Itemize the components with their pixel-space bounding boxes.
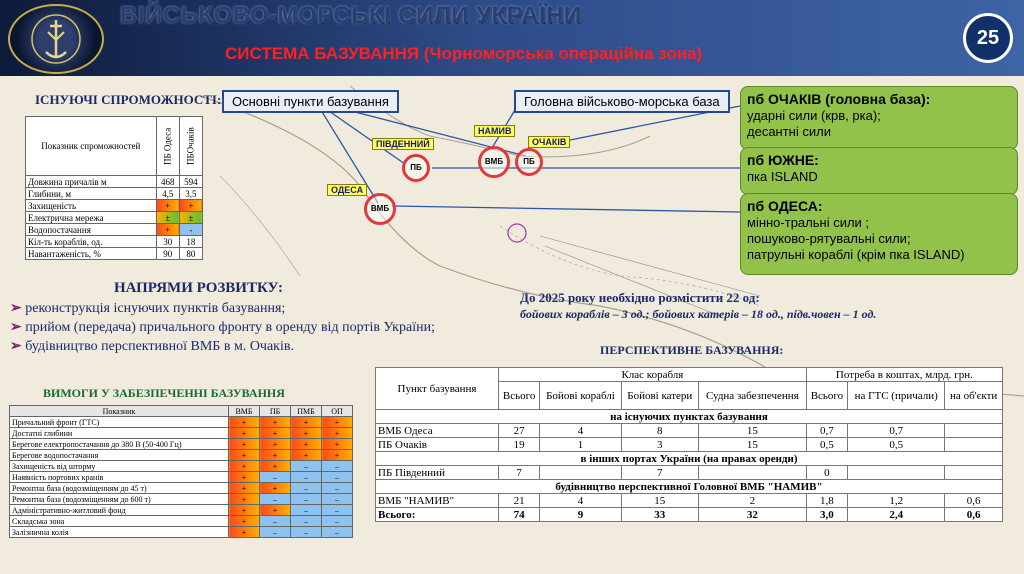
table-header-cell: Потреба в коштах, млрд. грн.	[806, 368, 1002, 382]
prospect-heading: ПЕРСПЕКТИВНЕ БАЗУВАННЯ:	[600, 343, 784, 357]
info-box-line: пка ISLAND	[747, 169, 818, 184]
info-box-line: ударні сили (крв, рка);	[747, 108, 881, 123]
table-cell: 1,8	[806, 494, 847, 508]
table-cell: Берегове водопостачання	[10, 450, 229, 461]
table-row	[10, 483, 353, 494]
table-header-cell: ПБ	[260, 406, 291, 417]
table-cell: 1	[540, 438, 621, 452]
list-item	[10, 337, 520, 356]
table-cell: Електрична мережа	[26, 212, 157, 224]
prospect-table	[375, 367, 1003, 522]
table-header-cell: ВМБ	[229, 406, 260, 417]
table-cell: 0	[806, 466, 847, 480]
table-cell: ±	[156, 212, 179, 224]
table-cell: –	[291, 483, 322, 494]
table-cell: Довжина причалів м	[26, 176, 157, 188]
table-cell: +	[322, 417, 353, 428]
table-cell: 468	[156, 176, 179, 188]
table-cell: +	[291, 450, 322, 461]
table-cell: +	[229, 527, 260, 538]
table-cell: Навантаженість, %	[26, 248, 157, 260]
table-cell: –	[322, 494, 353, 505]
page-subtitle: СИСТЕМА БАЗУВАННЯ (Чорноморська операційна зона)	[225, 44, 703, 63]
table-cell: +	[229, 483, 260, 494]
table-cell: +	[179, 200, 202, 212]
table-cell	[945, 438, 1003, 452]
bullet-arrow-icon: ➢	[10, 301, 26, 316]
table-header-cell: Бойові кораблі	[540, 382, 621, 410]
table-header-cell: ПБОчаків	[179, 117, 202, 176]
map-marker-pb-ochakiv: ПБ	[515, 148, 543, 176]
list-item	[10, 299, 520, 318]
map-marker-vmb-odesa: ВМБ	[364, 193, 396, 225]
table-cell: 3	[621, 438, 698, 452]
table-cell: +	[229, 516, 260, 527]
info-box-odesa-title: пб ОДЕСА:	[747, 198, 823, 214]
table-cell: 15	[698, 438, 806, 452]
table-row	[376, 466, 1003, 480]
table-cell: –	[322, 472, 353, 483]
plan-2025-line2: бойових кораблів – 3 од.; бойових катерів – 18 од., підв.човен – 1 од.	[520, 307, 877, 321]
info-box-yuzhne-title: пб ЮЖНЕ:	[747, 152, 819, 168]
table-cell: 74	[499, 508, 540, 522]
table-cell: +	[229, 417, 260, 428]
table-cell: Кіл-ть кораблів, од.	[26, 236, 157, 248]
table-row	[10, 494, 353, 505]
table-total-row	[376, 508, 1003, 522]
table-cell	[848, 466, 945, 480]
table-cell: –	[260, 472, 291, 483]
table-cell: –	[322, 483, 353, 494]
table-row	[10, 505, 353, 516]
table-cell: +	[229, 439, 260, 450]
table-row	[10, 439, 353, 450]
table-cell: 1,2	[848, 494, 945, 508]
table-section-row	[376, 480, 1003, 494]
table-header-cell: на ГТС (причали)	[848, 382, 945, 410]
map-tag-namiv: НАМИВ	[474, 125, 515, 137]
table-cell: +	[260, 483, 291, 494]
table-cell: +	[229, 450, 260, 461]
table-header-cell: Всього	[806, 382, 847, 410]
table-cell: 15	[621, 494, 698, 508]
table-cell: ПБ Очаків	[376, 438, 499, 452]
table-row	[10, 472, 353, 483]
bullet-arrow-icon: ➢	[10, 320, 26, 335]
table-header-cell: Показник	[10, 406, 229, 417]
table-cell: +	[291, 439, 322, 450]
navy-emblem-icon	[8, 4, 104, 74]
table-cell: ВМБ Одеса	[376, 424, 499, 438]
table-cell: +	[156, 224, 179, 236]
table-row	[26, 224, 203, 236]
table-cell: –	[260, 494, 291, 505]
table-cell: 0,5	[848, 438, 945, 452]
table-row	[376, 424, 1003, 438]
table-header-cell: Судна забезпечення	[698, 382, 806, 410]
table-cell: Захищеність від шторму	[10, 461, 229, 472]
legend-main-naval-base: Головна військово-морська база	[514, 90, 730, 113]
table-row	[26, 236, 203, 248]
table-cell: +	[260, 439, 291, 450]
info-box-line: десантні сили	[747, 124, 831, 139]
map-marker-pb-pivdennyi: ПБ	[402, 154, 430, 182]
table-header-cell: Всього	[499, 382, 540, 410]
table-cell: –	[322, 527, 353, 538]
table-cell: 0,7	[848, 424, 945, 438]
list-item	[10, 318, 520, 337]
table-cell: +	[260, 450, 291, 461]
table-row	[10, 516, 353, 527]
table-row	[376, 438, 1003, 452]
table-cell: –	[291, 472, 322, 483]
table-cell: +	[229, 494, 260, 505]
table-cell: +	[322, 439, 353, 450]
table-cell: 0,7	[806, 424, 847, 438]
table-header-cell: Бойові катери	[621, 382, 698, 410]
table-cell	[698, 466, 806, 480]
requirements-rows	[10, 417, 353, 538]
map-tag-ochakiv: ОЧАКІВ	[528, 136, 570, 148]
directions-heading: НАПРЯМИ РОЗВИТКУ:	[114, 280, 283, 296]
table-cell: 32	[698, 508, 806, 522]
table-row	[10, 461, 353, 472]
map-tag-odesa: ОДЕСА	[327, 184, 367, 196]
table-cell: –	[322, 461, 353, 472]
table-header-cell: Клас корабля	[499, 368, 807, 382]
requirements-heading: ВИМОГИ У ЗАБЕЗПЕЧЕННІ БАЗУВАННЯ	[43, 386, 285, 400]
page-title: ВІЙСЬКОВО-МОРСЬКІ СИЛИ УКРАЇНИ	[120, 2, 582, 29]
table-row	[26, 248, 203, 260]
table-cell: +	[156, 200, 179, 212]
table-row	[10, 527, 353, 538]
requirements-table	[9, 405, 353, 538]
table-cell: Наявність портових кранів	[10, 472, 229, 483]
header-bar	[0, 0, 1024, 76]
table-cell: –	[260, 527, 291, 538]
table-cell: 594	[179, 176, 202, 188]
info-box-line: патрульні кораблі (крім пка ISLAND)	[747, 247, 965, 262]
table-cell: –	[322, 505, 353, 516]
table-cell: +	[322, 428, 353, 439]
table-cell: +	[229, 428, 260, 439]
table-cell: -	[179, 224, 202, 236]
table-section-row	[376, 410, 1003, 424]
table-row	[26, 176, 203, 188]
table-cell: 4	[540, 494, 621, 508]
table-cell: Ремонтна база (водозміщенням до 45 т)	[10, 483, 229, 494]
table-row	[10, 417, 353, 428]
table-cell: Ремонтна база (водозміщенням до 600 т)	[10, 494, 229, 505]
table-cell: 33	[621, 508, 698, 522]
table-cell: –	[291, 505, 322, 516]
table-section-title: будівництво перспективної Головної ВМБ "НАМИВ"	[376, 480, 1003, 494]
table-cell: –	[291, 461, 322, 472]
map-marker-vmb-namiv: ВМБ	[478, 146, 510, 178]
table-cell: 80	[179, 248, 202, 260]
table-cell: 2,4	[848, 508, 945, 522]
table-header-cell: ПМБ	[291, 406, 322, 417]
table-cell: +	[229, 505, 260, 516]
table-cell: Водопостачання	[26, 224, 157, 236]
table-cell: Захищеність	[26, 200, 157, 212]
existing-capabilities-table	[25, 116, 203, 260]
table-cell: +	[229, 472, 260, 483]
table-cell: 30	[156, 236, 179, 248]
table-row	[26, 188, 203, 200]
table-header-cell: ОП	[322, 406, 353, 417]
table-cell: Берегове електропостачання до 380 В (50-400 Гц)	[10, 439, 229, 450]
prospect-rows	[376, 410, 1003, 522]
table-cell: 90	[156, 248, 179, 260]
table-header-cell: Пункт базування	[376, 368, 499, 410]
table-cell: –	[291, 527, 322, 538]
table-cell: –	[260, 516, 291, 527]
table-row	[10, 450, 353, 461]
table-cell: 7	[621, 466, 698, 480]
table-cell: Адміністративно-житловий фонд	[10, 505, 229, 516]
table-cell: –	[291, 494, 322, 505]
table-cell: 3,5	[179, 188, 202, 200]
table-cell: Причальний фронт (ГТС)	[10, 417, 229, 428]
page-number: 25	[963, 13, 1013, 63]
info-box-line: пошуково-рятувальні сили;	[747, 231, 911, 246]
table-cell: 7	[499, 466, 540, 480]
info-box-yuzhne	[740, 147, 1018, 195]
table-row	[26, 200, 203, 212]
table-cell: 0,6	[945, 508, 1003, 522]
list-item-text: будівництво перспективної ВМБ в м. Очаків.	[25, 339, 294, 354]
table-cell: Всього:	[376, 508, 499, 522]
table-section-row	[376, 452, 1003, 466]
legend-main-points: Основні пункти базування	[222, 90, 399, 113]
table-row	[376, 494, 1003, 508]
table-cell: +	[260, 505, 291, 516]
table-cell: Складська зона	[10, 516, 229, 527]
info-box-odesa	[740, 193, 1018, 275]
table-cell: ±	[179, 212, 202, 224]
table-cell	[945, 466, 1003, 480]
table-cell: 0,6	[945, 494, 1003, 508]
table-cell: 3,0	[806, 508, 847, 522]
table-header-cell: ПБ Одеса	[156, 117, 179, 176]
map-tag-pivdennyi: ПІВДЕННИЙ	[372, 138, 434, 150]
table-cell: +	[229, 461, 260, 472]
table-cell: 19	[499, 438, 540, 452]
table-cell: +	[260, 417, 291, 428]
existing-heading: ІСНУЮЧІ СПРОМОЖНОСТІ:	[35, 92, 222, 107]
table-cell: +	[291, 417, 322, 428]
table-cell: ВМБ "НАМИВ"	[376, 494, 499, 508]
table-cell: 2	[698, 494, 806, 508]
table-row	[10, 428, 353, 439]
bullet-arrow-icon: ➢	[10, 339, 26, 354]
table-cell: +	[291, 428, 322, 439]
table-cell: 27	[499, 424, 540, 438]
table-cell: 21	[499, 494, 540, 508]
info-box-ochakiv	[740, 86, 1018, 150]
table-cell: –	[322, 516, 353, 527]
list-item-text: прийом (передача) причального фронту в оренду від портів України;	[25, 320, 435, 335]
info-box-ochakiv-title: пб ОЧАКІВ (головна база):	[747, 91, 931, 107]
table-cell: Достатні глибини	[10, 428, 229, 439]
table-cell: 15	[698, 424, 806, 438]
table-cell: Залізнична колія	[10, 527, 229, 538]
table-cell	[540, 466, 621, 480]
table-cell: Глибини, м	[26, 188, 157, 200]
directions-list	[10, 299, 520, 356]
table-header-cell: на об'єкти	[945, 382, 1003, 410]
table-header-cell: Показник спроможностей	[26, 117, 157, 176]
table-row	[26, 212, 203, 224]
table-cell: +	[322, 450, 353, 461]
table-section-title: на існуючих пунктах базування	[376, 410, 1003, 424]
table-cell: 0,5	[806, 438, 847, 452]
list-item-text: реконструкція існуючих пунктів базування;	[25, 301, 286, 316]
info-box-line: мінно-тральні сили ;	[747, 215, 870, 230]
table-cell: +	[260, 461, 291, 472]
table-cell: 18	[179, 236, 202, 248]
table-cell: ПБ Південний	[376, 466, 499, 480]
plan-2025-line1: До 2025 року необхідно розмістити 22 од:	[520, 290, 760, 305]
table-cell: 4,5	[156, 188, 179, 200]
table-cell: 8	[621, 424, 698, 438]
table-cell: +	[260, 428, 291, 439]
table-cell: 9	[540, 508, 621, 522]
table-cell: 4	[540, 424, 621, 438]
table-cell: –	[291, 516, 322, 527]
table-cell	[945, 424, 1003, 438]
table-section-title: в інших портах України (на правах оренди)	[376, 452, 1003, 466]
